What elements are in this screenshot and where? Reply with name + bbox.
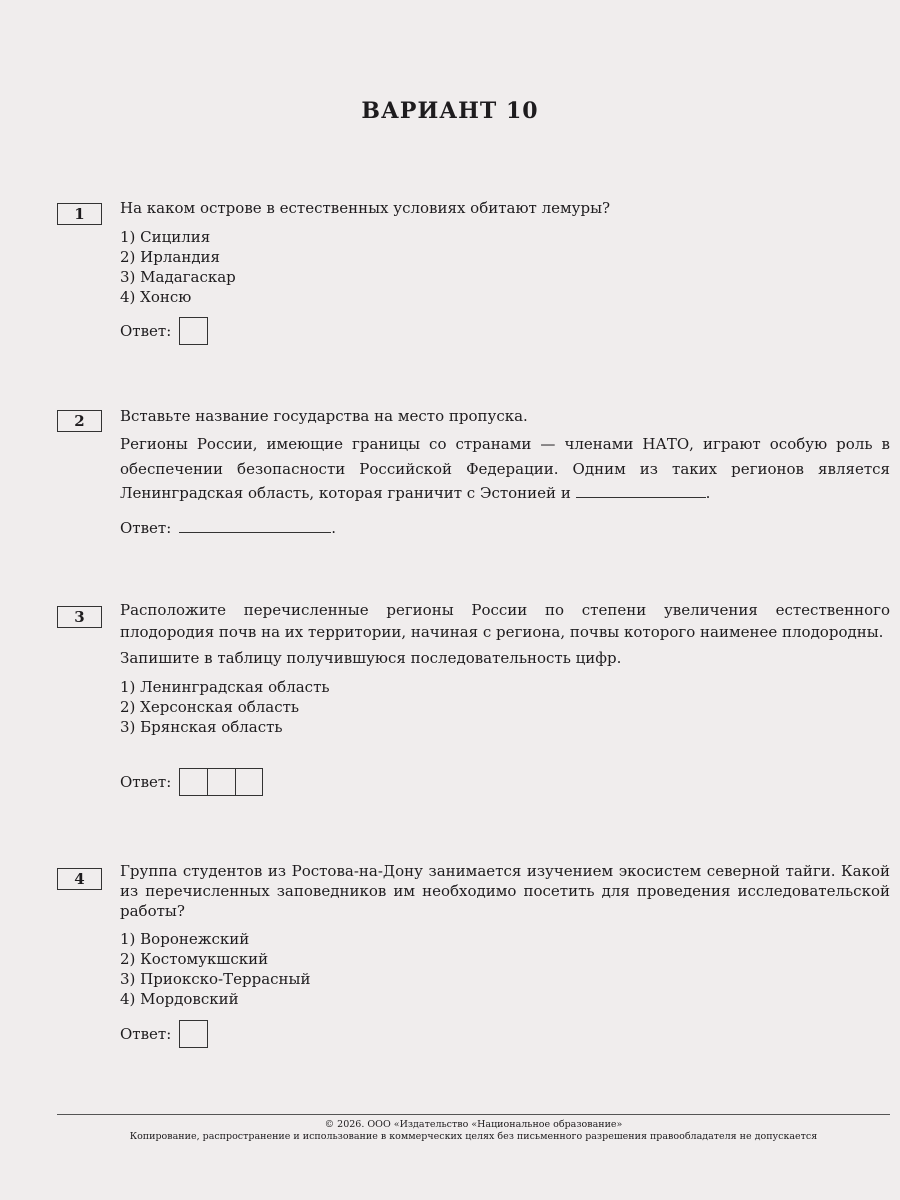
- question-text: Группа студентов из Ростова-на-Дону занимается изучением экосистем северной тайги. Какой из перечисленных заповедников им необходимо посетить для проведения исследовательской работы?: [120, 862, 890, 920]
- answer-cell[interactable]: [179, 768, 207, 796]
- option: 2) Херсонская область: [120, 697, 300, 716]
- option: 1) Ленинградская область: [120, 677, 330, 696]
- question-1: [120, 198, 890, 307]
- question-number-2: 2: [57, 410, 102, 432]
- option: 2) Ирландия: [120, 248, 221, 266]
- question-text: Расположите перечисленные регионы России по степени увеличения естественного плодородия почв на их территории, начиная с региона, почвы которого наименее плодородны.: [120, 601, 890, 641]
- answer-cell[interactable]: [235, 768, 263, 796]
- answer-label: Ответ:: [120, 518, 172, 537]
- footer-copyright: © 2026. ООО «Издательство «Национальное образование»: [324, 1119, 623, 1130]
- answer-table: [179, 768, 263, 796]
- answer-label: Ответ:: [120, 773, 172, 791]
- page-title: ВАРИАНТ 10: [361, 98, 539, 124]
- question-number-1: 1: [57, 203, 102, 225]
- question-4: [120, 861, 890, 1009]
- answer-blank-inline: [576, 483, 706, 498]
- question-2: Вставьте название государства на место пропуска. Регионы России, имеющие границы со странами — членами НАТО, играют особую роль в обеспечении безопасности Российской Федерации. Одним из таких регионов является Ленинградская область, которая граничит с Эстонией и .: [120, 407, 890, 502]
- answer-line[interactable]: [179, 518, 331, 533]
- option: 2) Костомукшский: [120, 950, 269, 968]
- answer-2: Ответ: .: [120, 518, 337, 537]
- answer-box[interactable]: [179, 317, 208, 345]
- answer-cell[interactable]: [207, 768, 235, 796]
- option: 4) Хонсю: [120, 288, 192, 306]
- answer-3: [120, 768, 263, 796]
- option: 3) Мадагаскар: [120, 268, 236, 286]
- option: 4) Мордовский: [120, 990, 239, 1008]
- question-instruction: Запишите в таблицу получившуюся последовательность цифр.: [120, 649, 622, 667]
- answer-1: [120, 317, 208, 345]
- answer-label: Ответ:: [120, 1025, 172, 1043]
- question-text: Вставьте название государства на место пропуска.: [120, 407, 528, 425]
- option: 3) Приокско-Террасный: [120, 970, 311, 988]
- footer: [57, 1114, 890, 1143]
- answer-box[interactable]: [179, 1020, 208, 1048]
- answer-label: Ответ:: [120, 322, 172, 340]
- question-3: [120, 600, 890, 737]
- question-number-3: 3: [57, 606, 102, 628]
- footer-notice: Копирование, распространение и использование в коммерческих целях без письменного разрешения правообладателя не допускается: [129, 1131, 818, 1142]
- question-number-4: 4: [57, 868, 102, 890]
- option: 1) Сицилия: [120, 228, 211, 246]
- question-text: На каком острове в естественных условиях обитают лемуры?: [120, 199, 611, 217]
- option: 3) Брянская область: [120, 717, 283, 736]
- question-paragraph: Регионы России, имеющие границы со странами — членами НАТО, играют особую роль в обеспечении безопасности Российской Федерации. Одним из таких регионов является Ленинградская область, которая граничит с Эстонией и: [120, 435, 890, 502]
- answer-4: [120, 1020, 208, 1048]
- option: 1) Воронежский: [120, 930, 250, 948]
